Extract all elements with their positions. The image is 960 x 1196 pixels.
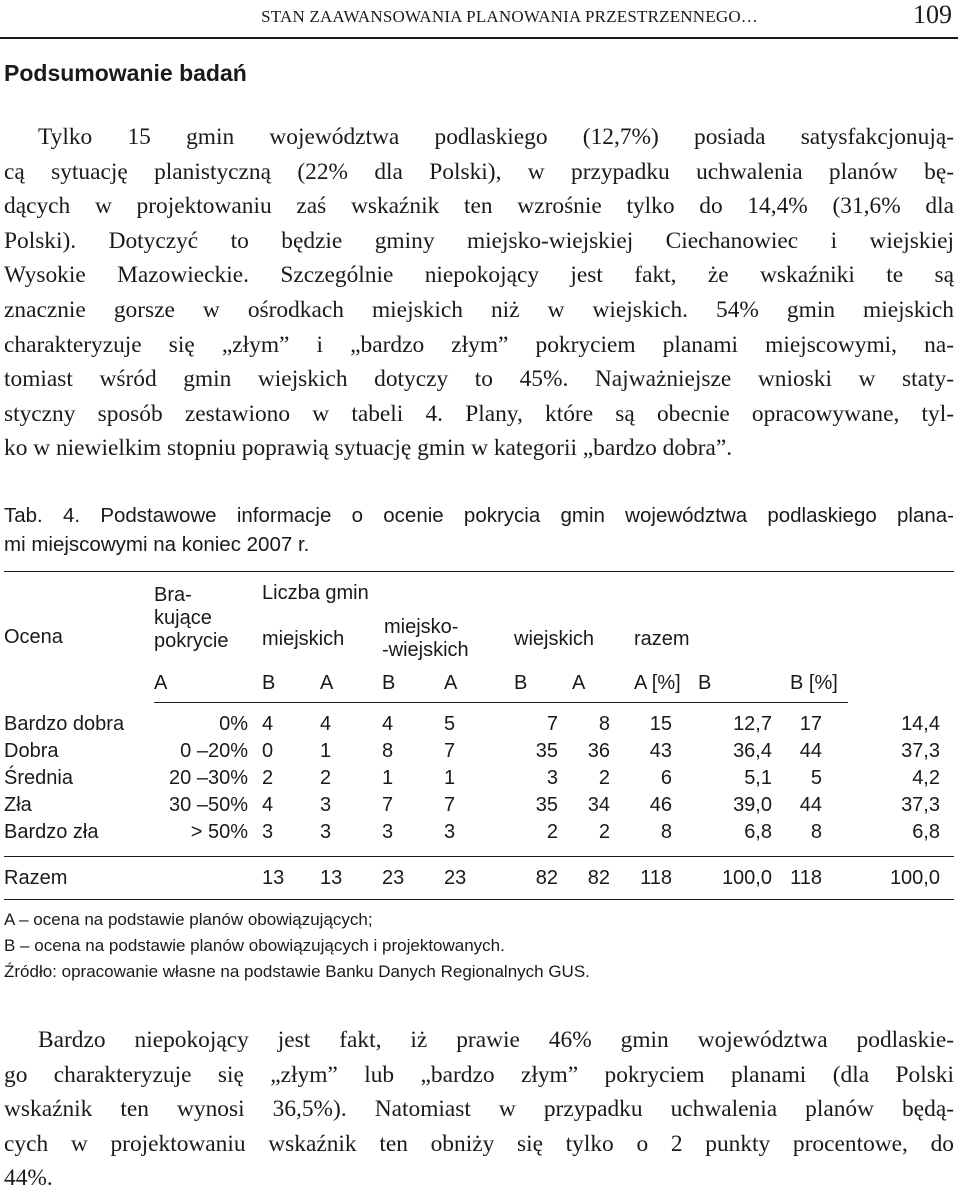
table-cell: 1 <box>320 740 332 762</box>
cell-ocena: Średnia <box>4 767 73 789</box>
cell-ocena: Dobra <box>4 740 59 762</box>
col-header-brak <box>154 572 262 665</box>
paragraph-summary <box>4 120 954 466</box>
cell-brak: > 50% <box>154 819 262 857</box>
running-header <box>0 0 958 39</box>
subheader-line: -wiejskich <box>382 639 469 661</box>
table-cell: 37,3 <box>901 740 940 762</box>
section-heading: Podsumowanie badań <box>4 60 247 86</box>
col-header-ab: B <box>262 664 320 703</box>
table-cell: 36 <box>587 740 610 762</box>
table-cell: 5,1 <box>744 767 772 789</box>
table-cell: 7 <box>382 794 394 816</box>
col-header-ab: B <box>382 664 444 703</box>
paragraph-line: 44%. <box>4 1165 53 1192</box>
table-cell: 13 <box>262 857 320 900</box>
table-cell: 8 <box>790 819 848 857</box>
table-cell: 8 <box>634 819 698 857</box>
col-subheader-miejskich: miejskich <box>262 627 345 650</box>
cell-ocena: Zła <box>4 794 32 816</box>
table-cell: 17 <box>799 713 822 735</box>
col-header-ab: A <box>154 664 262 703</box>
table-row <box>4 765 954 792</box>
source-note: Źródło: opracowanie własne na podstawie Banku Danych Regionalnych GUS. <box>4 962 590 981</box>
table-cell: 7 <box>546 713 558 735</box>
cell-brak: 20 –30% <box>169 767 248 789</box>
table-cell: 8 <box>382 740 394 762</box>
col-header-ab: A [%] <box>634 664 698 703</box>
note-line: B – ocena na podstawie planów obowiązujących i projektowanych. <box>4 936 505 955</box>
table-row <box>4 819 954 857</box>
table-caption <box>4 501 954 559</box>
table-cell: 4 <box>262 713 274 735</box>
table-row <box>4 792 954 819</box>
cell-ocena: Razem <box>4 857 154 900</box>
running-header-title: STAN ZAAWANSOWANIA PLANOWANIA PRZESTRZENNEGO… <box>261 7 758 26</box>
table-cell: 7 <box>444 740 456 762</box>
table-cell: 6,8 <box>698 819 790 857</box>
col-subheader-wiejskich: wiejskich <box>514 627 595 650</box>
subheader-line: miejsko- <box>384 616 459 638</box>
table-cell: 4 <box>320 713 332 735</box>
paragraph-line: Tylko 15 gmin województwa podlaskiego (12,7%) posiada satysfakcjonują- <box>38 124 954 150</box>
table-cell: 7 <box>444 794 456 816</box>
table-cell: 3 <box>382 819 444 857</box>
table-cell: 2 <box>598 767 610 789</box>
table-cell: 35 <box>535 794 558 816</box>
cell-brak: 30 –50% <box>169 794 248 816</box>
paragraph-line: go charakteryzuje się „złym” lub „bardzo złym” pokryciem planami (dla Polski <box>4 1061 954 1088</box>
table-cell: 3 <box>262 819 320 857</box>
note-line: A – ocena na podstawie planów obowiązujących; <box>4 910 373 929</box>
col-subheader-razem: razem <box>634 627 690 650</box>
table-cell: 82 <box>572 857 634 900</box>
table-cell: 1 <box>382 767 394 789</box>
col-header-brak-line: kujące <box>154 606 212 629</box>
table-cell: 14,4 <box>901 712 940 735</box>
table-cell: 118 <box>634 857 698 900</box>
table-cell: 3 <box>546 767 558 789</box>
table-cell: 13 <box>320 857 382 900</box>
caption-line: mi miejscowymi na koniec 2007 r. <box>4 533 310 556</box>
table-cell: 2 <box>514 819 572 857</box>
table-cell: 23 <box>444 857 514 900</box>
table-cell: 82 <box>514 857 572 900</box>
table-cell: 35 <box>535 740 558 762</box>
col-header-ab: A <box>320 664 382 703</box>
table-cell: 0 <box>262 740 274 762</box>
paragraph-line: charakteryzuje się „złym” i „bardzo złym” pokryciem planami miejscowymi, na- <box>4 331 954 358</box>
table-cell: 5 <box>810 767 822 789</box>
col-header-brak-line: pokrycie <box>154 629 229 652</box>
cell-brak: 0% <box>219 713 248 735</box>
paragraph-line: tomiast wśród gmin wiejskich dotyczy to 45%. Najważniejsze wnioski w staty- <box>4 366 954 393</box>
table-cell: 3 <box>320 794 332 816</box>
table-cell: 3 <box>444 819 514 857</box>
table-cell: 36,4 <box>733 740 772 762</box>
cell-brak-empty <box>154 857 262 900</box>
table-cell: 4,2 <box>912 767 940 789</box>
table-row <box>4 738 954 765</box>
col-header-ocena: Ocena <box>4 572 154 703</box>
paragraph-line: Wysokie Mazowieckie. Szczególnie niepokojący jest fakt, że wskaźniki te są <box>4 262 954 289</box>
table-cell: 15 <box>649 713 672 735</box>
table-cell: 1 <box>444 767 456 789</box>
table-cell: 100,0 <box>848 857 954 900</box>
table-cell: 44 <box>799 794 822 816</box>
caption-line: Tab. 4. Podstawowe informacje o ocenie pokrycia gmin województwa podlaskiego plana- <box>4 504 954 527</box>
table-cell: 39,0 <box>733 794 772 816</box>
col-header-ab: B <box>698 664 790 703</box>
paragraph-line: Bardzo niepokojący jest fakt, iż prawie 46% gmin województwa podlaskie- <box>38 1027 954 1053</box>
assessment-table <box>4 571 954 900</box>
col-header-ab: B <box>514 664 572 703</box>
table-cell: 37,3 <box>901 794 940 816</box>
table-cell: 2 <box>262 767 274 789</box>
table-row <box>4 703 954 739</box>
page-number: 109 <box>913 0 952 29</box>
cell-ocena: Bardzo dobra <box>4 712 125 735</box>
paragraph-line: ko w niewielkim stopniu poprawią sytuację gmin w kategorii „bardzo dobra”. <box>4 435 733 462</box>
table-notes <box>4 907 954 985</box>
table-cell: 34 <box>587 794 610 816</box>
table-cell: 8 <box>598 713 610 735</box>
table-cell: 3 <box>320 819 382 857</box>
cell-brak: 0 –20% <box>180 740 248 762</box>
paragraph-conclusion <box>4 1023 954 1196</box>
paragraph-line: styczny sposób zestawiono w tabeli 4. Plany, które są obecnie opracowywane, tyl- <box>4 400 954 427</box>
table-cell: 12,7 <box>733 713 772 735</box>
table-total-row <box>4 857 954 900</box>
table-cell: 6,8 <box>848 819 954 857</box>
cell-ocena: Bardzo zła <box>4 819 154 857</box>
paragraph-line: cych w projektowaniu wskaźnik ten obniży się tylko o 2 punkty procentowe, do <box>4 1130 954 1157</box>
col-header-ab: A <box>444 664 514 703</box>
table-cell: 43 <box>649 740 672 762</box>
paragraph-line: znacznie gorsze w ośrodkach miejskich niż w wiejskich. 54% gmin miejskich <box>4 296 954 323</box>
col-header-brak-line: Bra- <box>154 583 192 606</box>
paragraph-line: dących w projektowaniu zaś wskaźnik ten wzrośnie tylko do 14,4% (31,6% dla <box>4 193 954 220</box>
paragraph-line: wskaźnik ten wynosi 36,5%). Natomiast w przypadku uchwalenia planów będą- <box>4 1096 954 1123</box>
table-cell: 2 <box>572 819 634 857</box>
table-cell: 4 <box>382 713 394 735</box>
table-cell: 100,0 <box>698 857 790 900</box>
table-cell: 5 <box>444 713 456 735</box>
table-cell: 23 <box>382 857 444 900</box>
col-header-ab: A <box>572 664 634 703</box>
col-subheader-miejsko-wiejskich <box>382 614 514 664</box>
table-cell: 46 <box>649 794 672 816</box>
paragraph-line: cą sytuację planistyczną (22% dla Polski), w przypadku uchwalenia planów bę- <box>4 158 954 185</box>
paragraph-line: Polski). Dotyczyć to będzie gminy miejsko-wiejskiej Ciechanowiec i wiejskiej <box>4 227 954 254</box>
table-cell: 4 <box>262 794 274 816</box>
table-cell: 6 <box>660 767 672 789</box>
table-cell: 2 <box>320 767 332 789</box>
table-cell: 118 <box>790 857 848 900</box>
col-group-liczba-gmin: Liczba gmin <box>262 572 954 615</box>
table-cell: 44 <box>799 740 822 762</box>
col-header-ab: B [%] <box>790 664 848 703</box>
